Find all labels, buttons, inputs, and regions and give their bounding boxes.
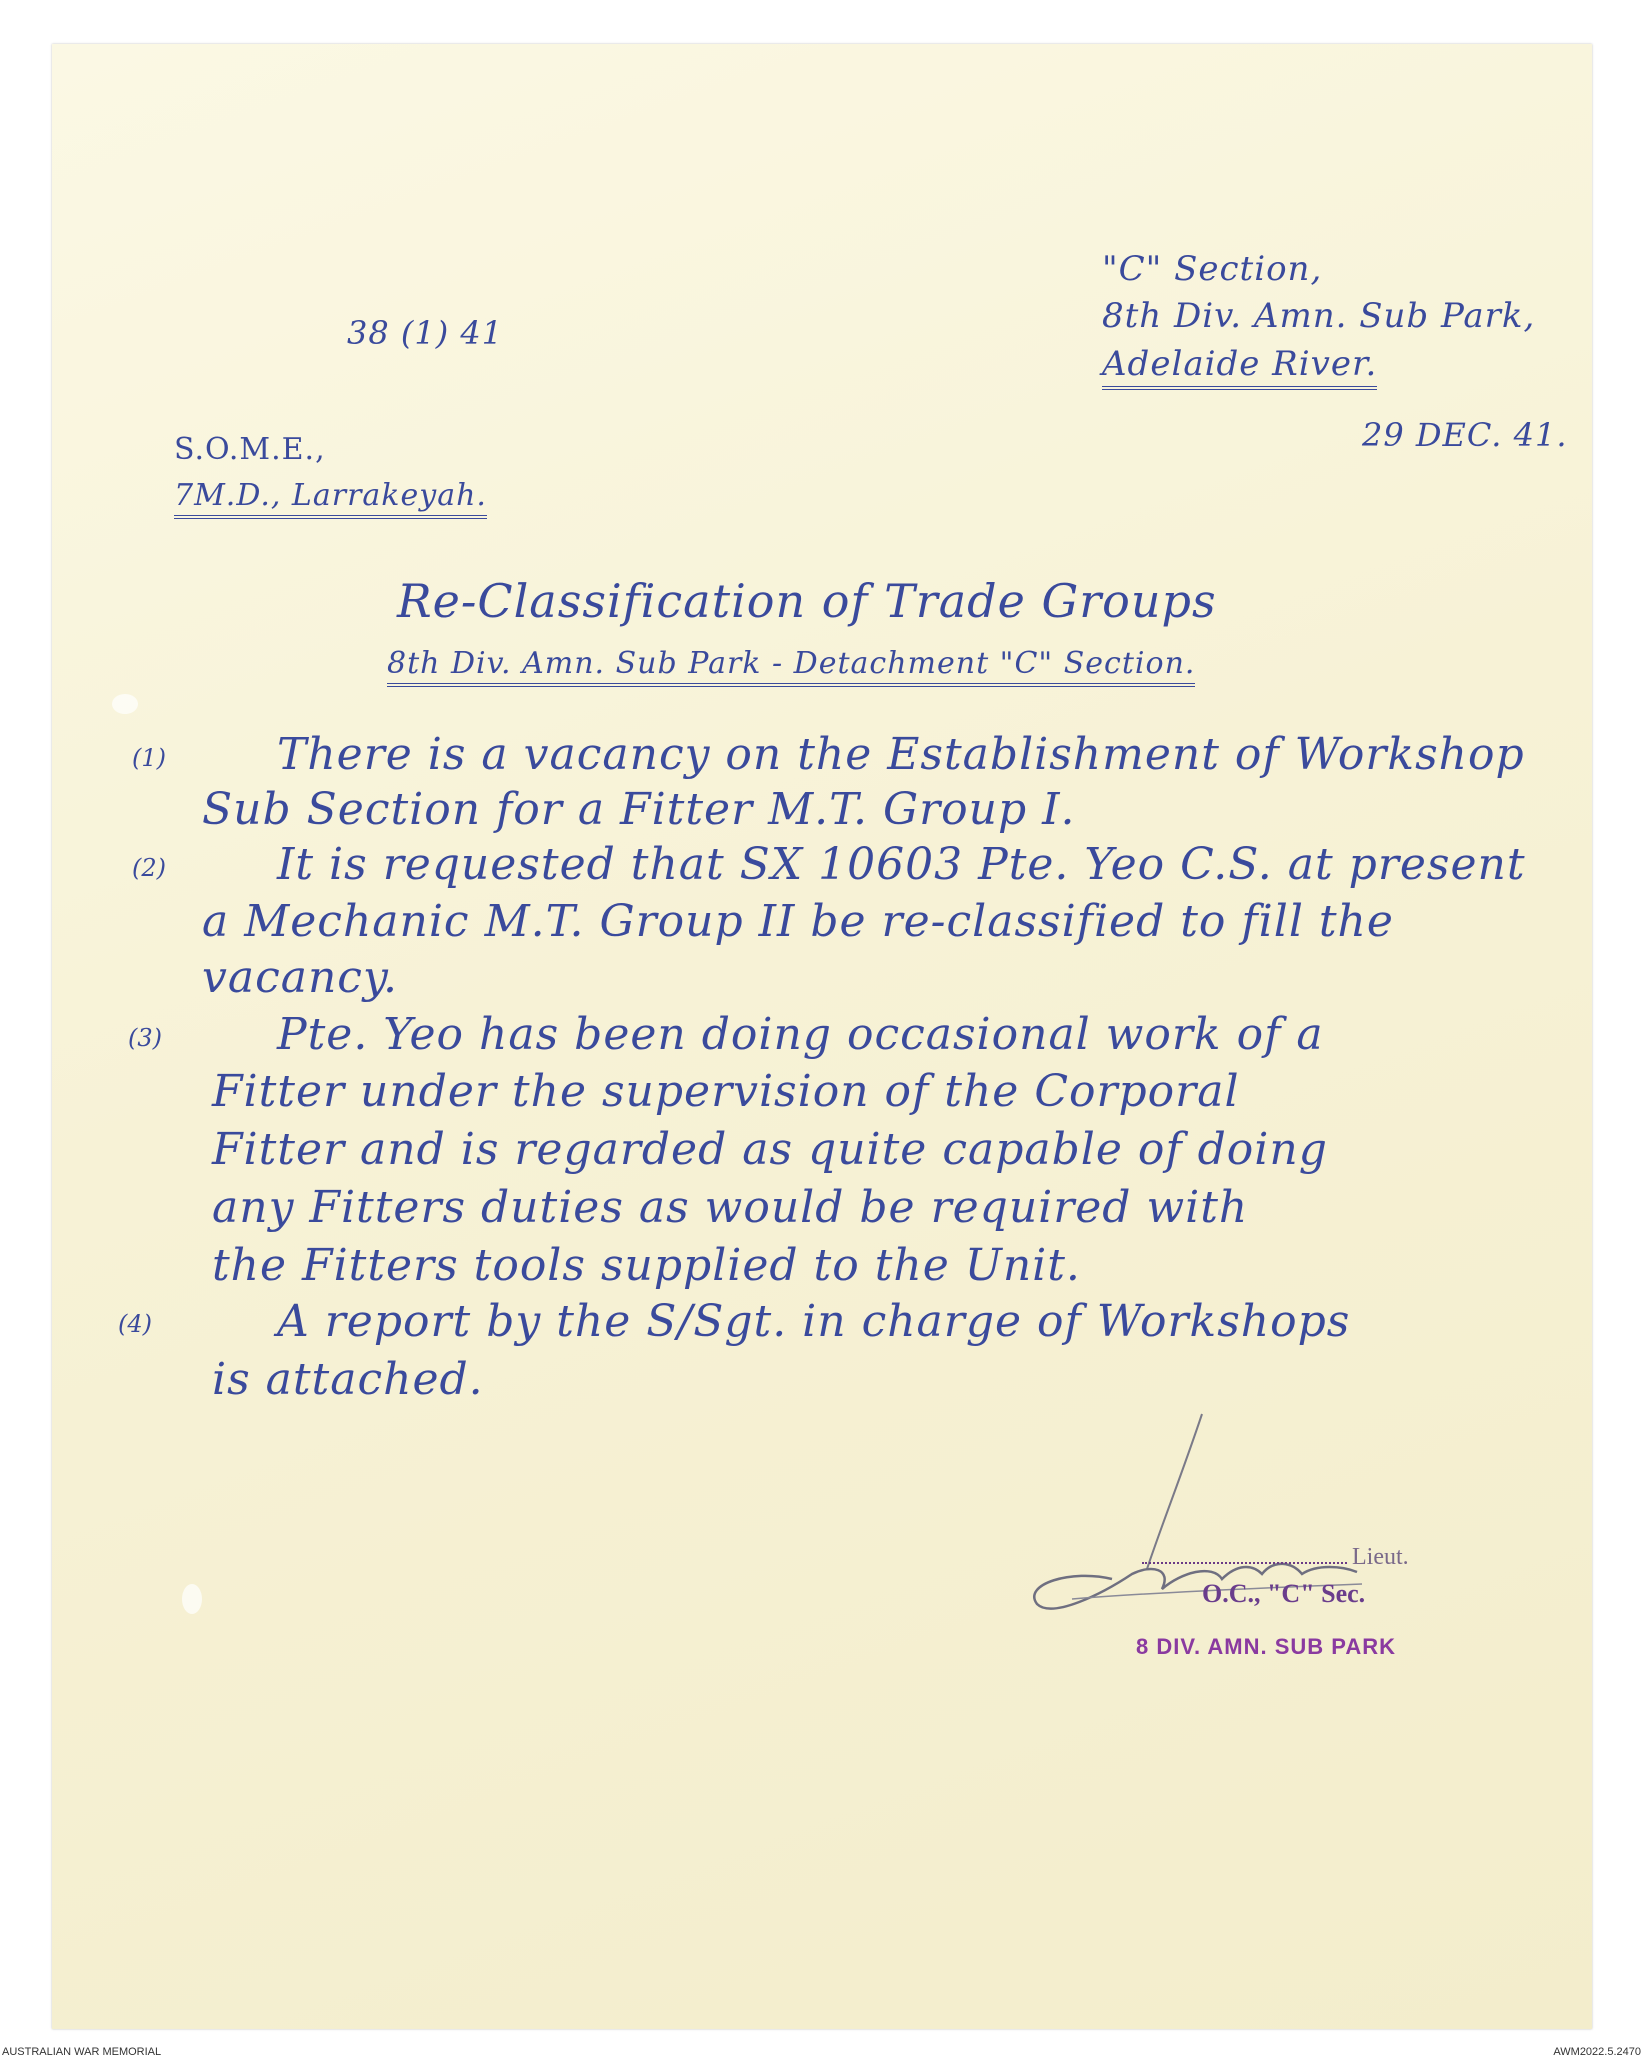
signature-title: O.C., "C" Sec. [1202,1579,1366,1608]
letter-date: 29 DEC. 41. [1362,416,1568,454]
sender-line-1: "C" Section, [1102,249,1323,289]
body-line: There is a vacancy on the Establishment of Workshop [277,729,1525,780]
body-line: Fitter and is regarded as quite capable of doing [212,1124,1328,1175]
body-line: Sub Section for a Fitter M.T. Group I. [202,784,1076,835]
document-page [52,44,1592,2029]
recipient-line-1: S.O.M.E., [174,432,326,467]
signature-rank: Lieut. [1352,1544,1409,1570]
sender-line-2: 8th Div. Amn. Sub Park, [1102,296,1536,336]
subject-line-2: 8th Div. Amn. Sub Park - Detachment "C" Section. [387,646,1195,687]
reference-number: 38 (1) 41 [347,314,504,352]
recipient-line-2: 7M.D., Larrakeyah. [174,478,487,519]
body-line: is attached. [212,1354,484,1405]
paper-mark [112,694,138,714]
sender-line-3: Adelaide River. [1102,344,1377,390]
body-line: the Fitters tools supplied to the Unit. [212,1240,1081,1291]
body-line: Fitter under the supervision of the Corporal [212,1066,1240,1117]
body-line: a Mechanic M.T. Group II be re-classified to fill the [202,896,1394,947]
footer-right: AWM2022.5.2470 [1553,2046,1641,2058]
body-line: A report by the S/Sgt. in charge of Workshops [277,1296,1351,1347]
signature-line [1142,1562,1347,1564]
subject-line-1: Re-Classification of Trade Groups [397,574,1217,628]
paragraph-number: (4) [118,1310,152,1338]
paper-mark [182,1584,202,1614]
paragraph-number: (2) [132,854,166,882]
paragraph-number: (1) [132,744,166,772]
unit-stamp: 8 DIV. AMN. SUB PARK [1136,1634,1397,1659]
paragraph-number: (3) [128,1024,162,1052]
body-line: vacancy. [202,952,398,1003]
body-line: It is requested that SX 10603 Pte. Yeo C.S. at present [277,839,1526,890]
footer-left: AUSTRALIAN WAR MEMORIAL [2,2046,162,2058]
body-line: any Fitters duties as would be required with [212,1182,1249,1233]
body-line: Pte. Yeo has been doing occasional work of a [277,1009,1324,1060]
